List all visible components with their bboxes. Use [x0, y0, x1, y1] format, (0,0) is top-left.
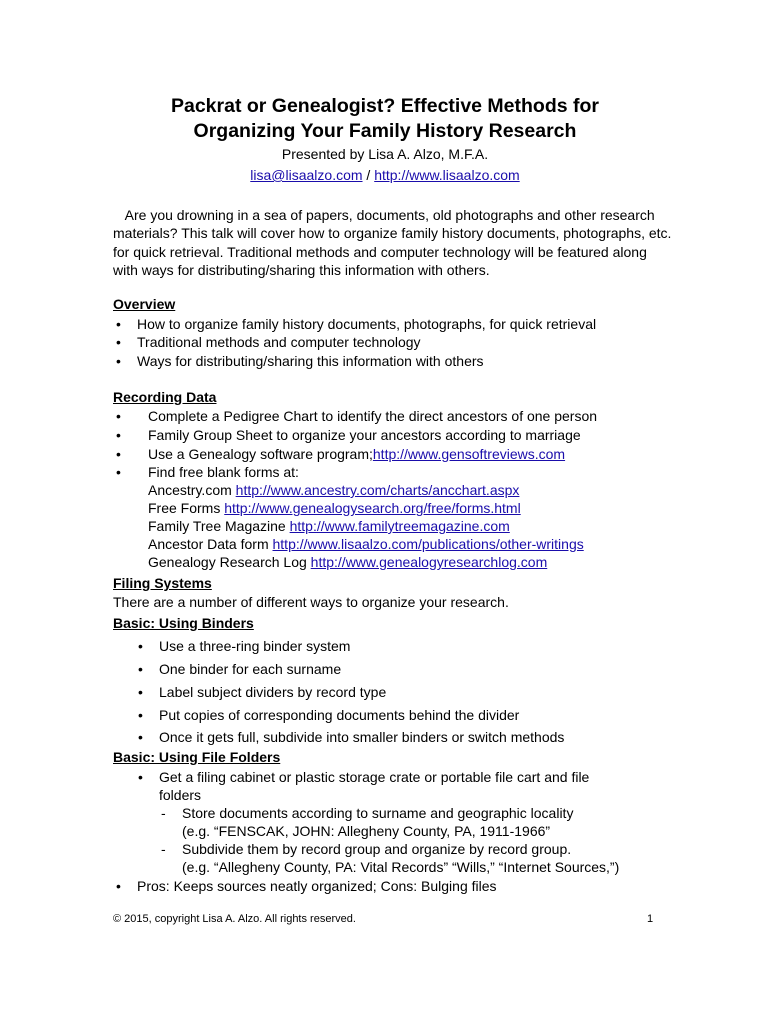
intro-paragraph — [113, 206, 673, 279]
bullet-icon: • — [138, 707, 143, 723]
form-line — [148, 553, 547, 571]
email-link[interactable]: lisa@lisaalzo.com — [250, 167, 363, 183]
page-number: 1 — [647, 913, 654, 925]
binder-item: Put copies of corresponding documents behind the divider — [159, 707, 520, 723]
form-label: Free Forms — [148, 500, 225, 516]
binder-item: One binder for each surname — [159, 661, 342, 677]
binders-heading: Basic: Using Binders — [113, 615, 254, 631]
bullet-icon: • — [116, 878, 121, 894]
software-text: Use a Genealogy software program; — [148, 446, 373, 462]
bullet-icon: • — [116, 446, 121, 462]
overview-item: Traditional methods and computer technology — [137, 334, 421, 350]
bullet-icon: • — [138, 729, 143, 745]
form-label: Family Tree Magazine — [148, 518, 290, 534]
form-line — [148, 517, 510, 535]
bullet-icon: • — [138, 638, 143, 654]
folders-heading: Basic: Using File Folders — [113, 749, 281, 765]
bullet-icon: • — [116, 316, 121, 332]
folder-subitem-cont: (e.g. “Allegheny County, PA: Vital Records” “Wills,” “Internet Sources,”) — [182, 859, 620, 875]
recording-item: Family Group Sheet to organize your ancestors according to marriage — [148, 427, 581, 443]
presenter: Presented by Lisa A. Alzo, M.F.A. — [281, 146, 489, 162]
bullet-icon: • — [138, 769, 143, 785]
form-label: Ancestor Data form — [148, 536, 273, 552]
bullet-icon: • — [116, 353, 121, 369]
recording-item-software — [148, 445, 565, 463]
lisaalzo-writings-link[interactable]: http://www.lisaalzo.com/publications/other-writings — [272, 536, 584, 552]
folder-item-cont: folders — [159, 787, 202, 803]
title-line-1: Packrat or Genealogist? Effective Methods for — [170, 95, 600, 117]
filing-heading: Filing Systems — [113, 575, 212, 591]
form-label: Genealogy Research Log — [148, 554, 311, 570]
form-label: Ancestry.com — [148, 482, 236, 498]
filing-text: There are a number of different ways to organize your research. — [113, 594, 509, 610]
dash-icon: - — [161, 841, 166, 857]
recording-heading: Recording Data — [113, 389, 217, 405]
bullet-icon: • — [138, 684, 143, 700]
binder-item: Use a three-ring binder system — [159, 638, 351, 654]
binder-item: Label subject dividers by record type — [159, 684, 387, 700]
pros-cons: Pros: Keeps sources neatly organized; Cons: Bulging files — [137, 878, 497, 894]
gensoftreviews-link[interactable]: http://www.gensoftreviews.com — [372, 446, 566, 462]
form-line — [148, 481, 519, 499]
form-line — [148, 535, 584, 553]
genealogyresearchlog-link[interactable]: http://www.genealogyresearchlog.com — [310, 554, 548, 570]
overview-heading: Overview — [113, 296, 176, 312]
genealogysearch-link[interactable]: http://www.genealogysearch.org/free/forms.html — [224, 500, 521, 516]
binder-item: Once it gets full, subdivide into smaller binders or switch methods — [159, 729, 565, 745]
recording-item-forms: Find free blank forms at: — [148, 464, 299, 480]
ancestry-link[interactable]: http://www.ancestry.com/charts/ancchart.aspx — [235, 482, 520, 498]
dash-icon: - — [161, 805, 166, 821]
folder-subitem: Subdivide them by record group and organize by record group. — [182, 841, 572, 857]
folder-item: Get a filing cabinet or plastic storage crate or portable file cart and file — [159, 769, 590, 785]
contact-separator: / — [362, 167, 375, 183]
recording-item: Complete a Pedigree Chart to identify the direct ancestors of one person — [148, 408, 598, 424]
bullet-icon: • — [116, 408, 121, 424]
bullet-icon: • — [116, 427, 121, 443]
overview-item: How to organize family history documents, photographs, for quick retrieval — [137, 316, 597, 332]
bullet-icon: • — [116, 334, 121, 350]
footer-copyright: © 2015, copyright Lisa A. Alzo. All rights reserved. — [113, 913, 356, 925]
familytreemagazine-link[interactable]: http://www.familytreemagazine.com — [289, 518, 510, 534]
bullet-icon: • — [138, 661, 143, 677]
folder-subitem-cont: (e.g. “FENSCAK, JOHN: Allegheny County, PA, 1911-1966” — [182, 823, 551, 839]
folder-subitem: Store documents according to surname and geographic locality — [182, 805, 574, 821]
website-link[interactable]: http://www.lisaalzo.com — [374, 167, 520, 183]
form-line — [148, 499, 521, 517]
bullet-icon: • — [116, 464, 121, 480]
intro-text: Are you drowning in a sea of papers, documents, old photographs and other research materials? This talk will cover how to organize family history documents, photographs, etc. for quick retrieval. Traditional methods and computer technology will be featured along with ways for distributing/sharing this information with others. — [113, 207, 672, 278]
title-line-2: Organizing Your Family History Research — [193, 120, 577, 142]
overview-item: Ways for distributing/sharing this information with others — [137, 353, 484, 369]
contact-line — [0, 166, 770, 185]
